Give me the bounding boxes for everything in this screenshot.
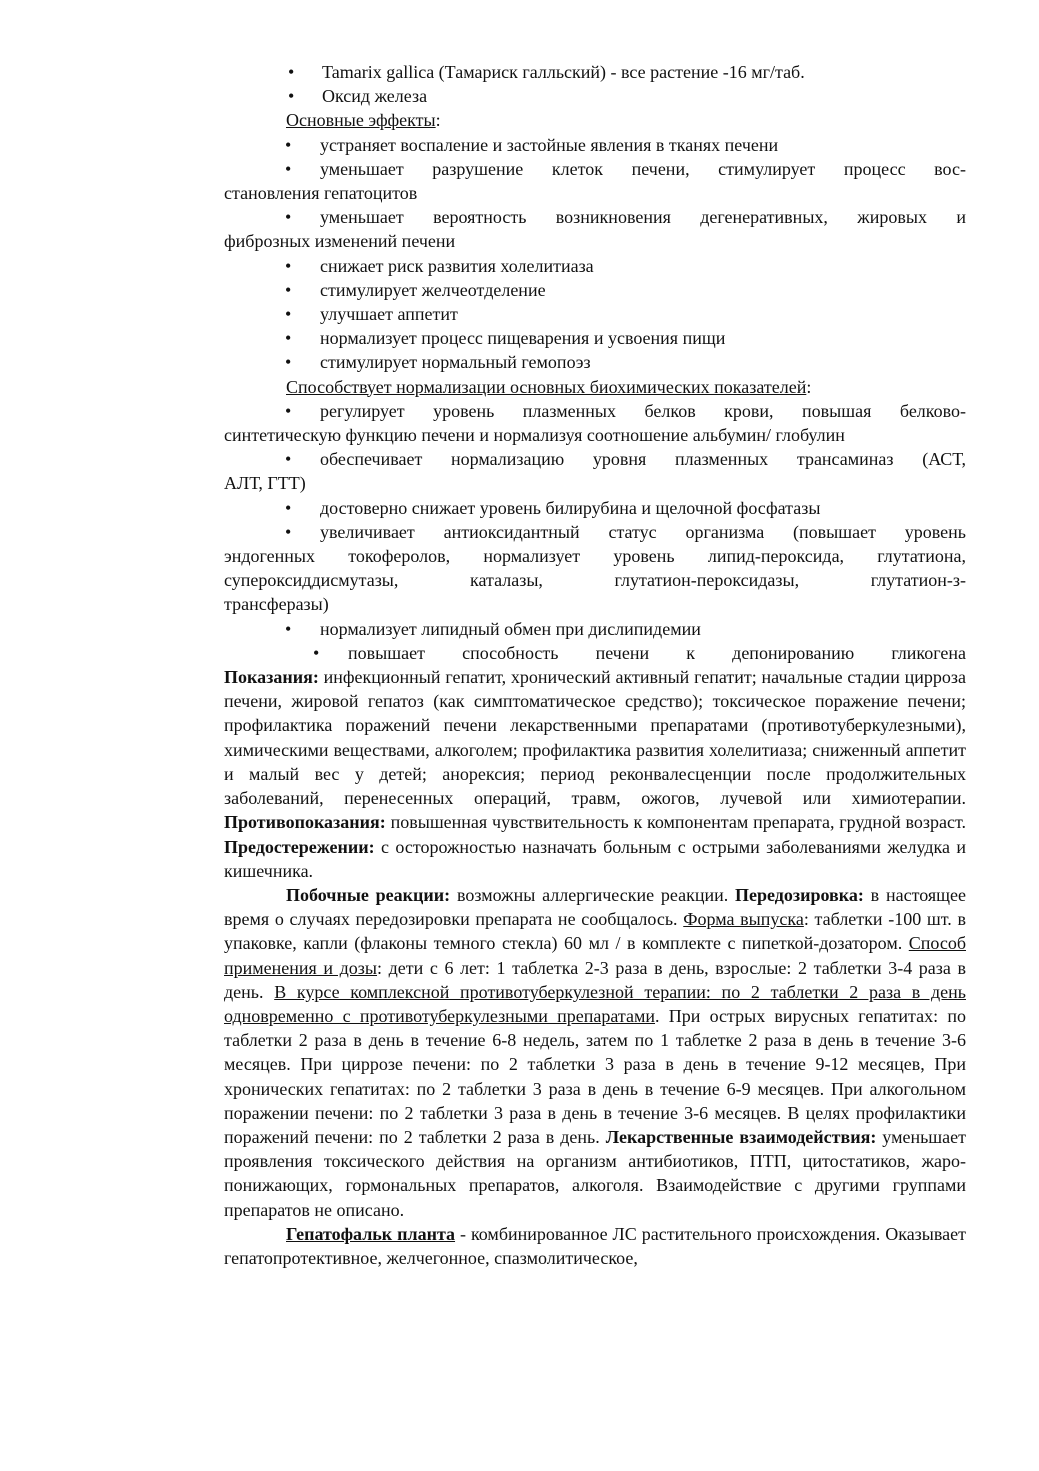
hepatofalk-name: Гепатофальк планта bbox=[286, 1223, 456, 1244]
interactions-label: Лекарственные взаимодействия: bbox=[605, 1126, 877, 1147]
list-item: • увеличивает антиоксидантный статус организма (повышает уровень эндогенных токоферолов, нормализует уровень липид-пероксида, глутатиона, супероксиддисмутазы, каталазы, глутатион-пероксидазы, глутатион-з- трансферазы) bbox=[224, 521, 966, 615]
list-item: • стимулирует нормальный гемопоэз bbox=[285, 352, 591, 373]
list-item: • стимулирует желчеотделение bbox=[285, 279, 546, 300]
side-effects-label: Побочные реакции: bbox=[286, 884, 451, 905]
list-item: • повышает способность печени к депонированию гликогена bbox=[313, 642, 966, 663]
side-effects-paragraph: Побочные реакции: возможны аллергические реакции. Передозировка: в настоящее время о случаях передозировки препарата не сообщалось. Форма выпуска: таблетки -100 шт. в упаковке, капли (флаконы темного стекла) 60 мл / в комплекте с пипеткой-дозатором. Способ применения и дозы: дети с 6 лет: 1 таблетка 2-3 раза в день, взрослые: 2 таблетки 3-4 раза в день. В курсе комплексной противотуберкулезной терапии: по 2 таблетки 2 раза в день одновременно с противотуберкулезными препаратами. При острых вирусных гепатитах: по таблетки 2 раза в день в течение 6-8 недель, затем по 1 таблетке 2 раза в день в течение 3-6 месяцев. При циррозе печени: по 2 таблетки 3 раза в день в течение 9-12 месяцев, При хронических гепатитах: по 2 таблетки 3 раза в день в течение 6-9 месяцев. При алкогольном поражении печени: по 2 таблетки 3 раза в день в течение 3-6 месяцев. В целях профилактики поражений печени: по 2 таблетки 2 раза в день. Лекарственные взаимодействия: уменьшает проявления токсического действия на организм антибиотиков, ПТП, цитостатиков, жаро-понижающих, гормональных препаратов, алкоголя. Взаимодействие с другими группами препаратов не описано. bbox=[224, 884, 967, 1220]
contraindications-label: Противопоказания: bbox=[224, 812, 386, 833]
biochem-heading: Способствует нормализации основных биохимических показателей: bbox=[286, 376, 812, 397]
list-item: • Tamarix gallica (Тамариск галльский) - все растение -16 мг/таб. bbox=[224, 60, 966, 84]
list-item: • нормализует липидный обмен при дислипидемии bbox=[285, 618, 701, 639]
hepatofalk-paragraph: Гепатофальк планта - комбинированное ЛС растительного происхождения. Оказывает гепатопротективное, желчегонное, спазмолитическое, bbox=[224, 1223, 966, 1268]
list-item: • снижает риск развития холелитиаза bbox=[285, 255, 594, 276]
caution-label: Предостережении: bbox=[224, 836, 375, 857]
list-item: • обеспечивает нормализацию уровня плазменных трансаминаз (АСТ, АЛТ, ГТТ) bbox=[224, 449, 966, 494]
list-item: • достоверно снижает уровень билирубина и щелочной фосфатазы bbox=[285, 497, 821, 518]
tb-therapy-label: В курсе комплексной противотуберкулезной терапии: по 2 таблетки 2 раза в день одновременно с противотуберкулезными препаратами bbox=[224, 981, 966, 1026]
dose-label: Способ применения и дозы bbox=[224, 933, 966, 978]
effects-heading: Основные эффекты: bbox=[286, 110, 441, 131]
list-item: • Оксид железа bbox=[224, 84, 966, 108]
form-label: Форма выпуска bbox=[683, 909, 804, 930]
list-item: • устраняет воспаление и застойные явления в тканях печени bbox=[285, 134, 779, 155]
bullet: • bbox=[288, 62, 295, 82]
list-item: • уменьшает вероятность возникновения дегенеративных, жировых и фиброзных изменений печени bbox=[224, 207, 966, 252]
indications-label: Показания: bbox=[224, 667, 319, 688]
list-item: • уменьшает разрушение клеток печени, стимулирует процесс вос- становления гепатоцитов bbox=[224, 158, 966, 204]
list-item: • регулирует уровень плазменных белков крови, повышая белково- синтетическую функцию печени и нормализуя соотношение альбумин/ глобулин bbox=[224, 400, 966, 446]
bullet: • bbox=[288, 86, 295, 107]
overdose-label: Передозировка: bbox=[735, 884, 864, 905]
list-item: • нормализует процесс пищеварения и усвоения пищи bbox=[285, 328, 726, 349]
document-page bbox=[224, 60, 966, 1270]
indications-paragraph: Показания: инфекционный гепатит, хронический активный гепатит; начальные стадии цирроза печени, жировой гепатоз (как симптоматическое средство); токсическое поражение печени; профилактика поражений печени лекарственными препаратами (противотуберкулезными), химическими веществами, алкоголем; профилактика развития холелитиаза; сниженный аппетит и малый вес у детей; анорексия; период реконвалесценции после продолжительных заболеваний, перенесенных операций, травм, ожогов, лучевой или химиотерапии. Противопоказания: повышенная чувствительность к компонентам препарата, грудной возраст. Предостережении: с осторожностью назначать больным с острыми заболеваниями желудка и кишечника. bbox=[224, 667, 966, 881]
list-item: • улучшает аппетит bbox=[285, 304, 458, 325]
